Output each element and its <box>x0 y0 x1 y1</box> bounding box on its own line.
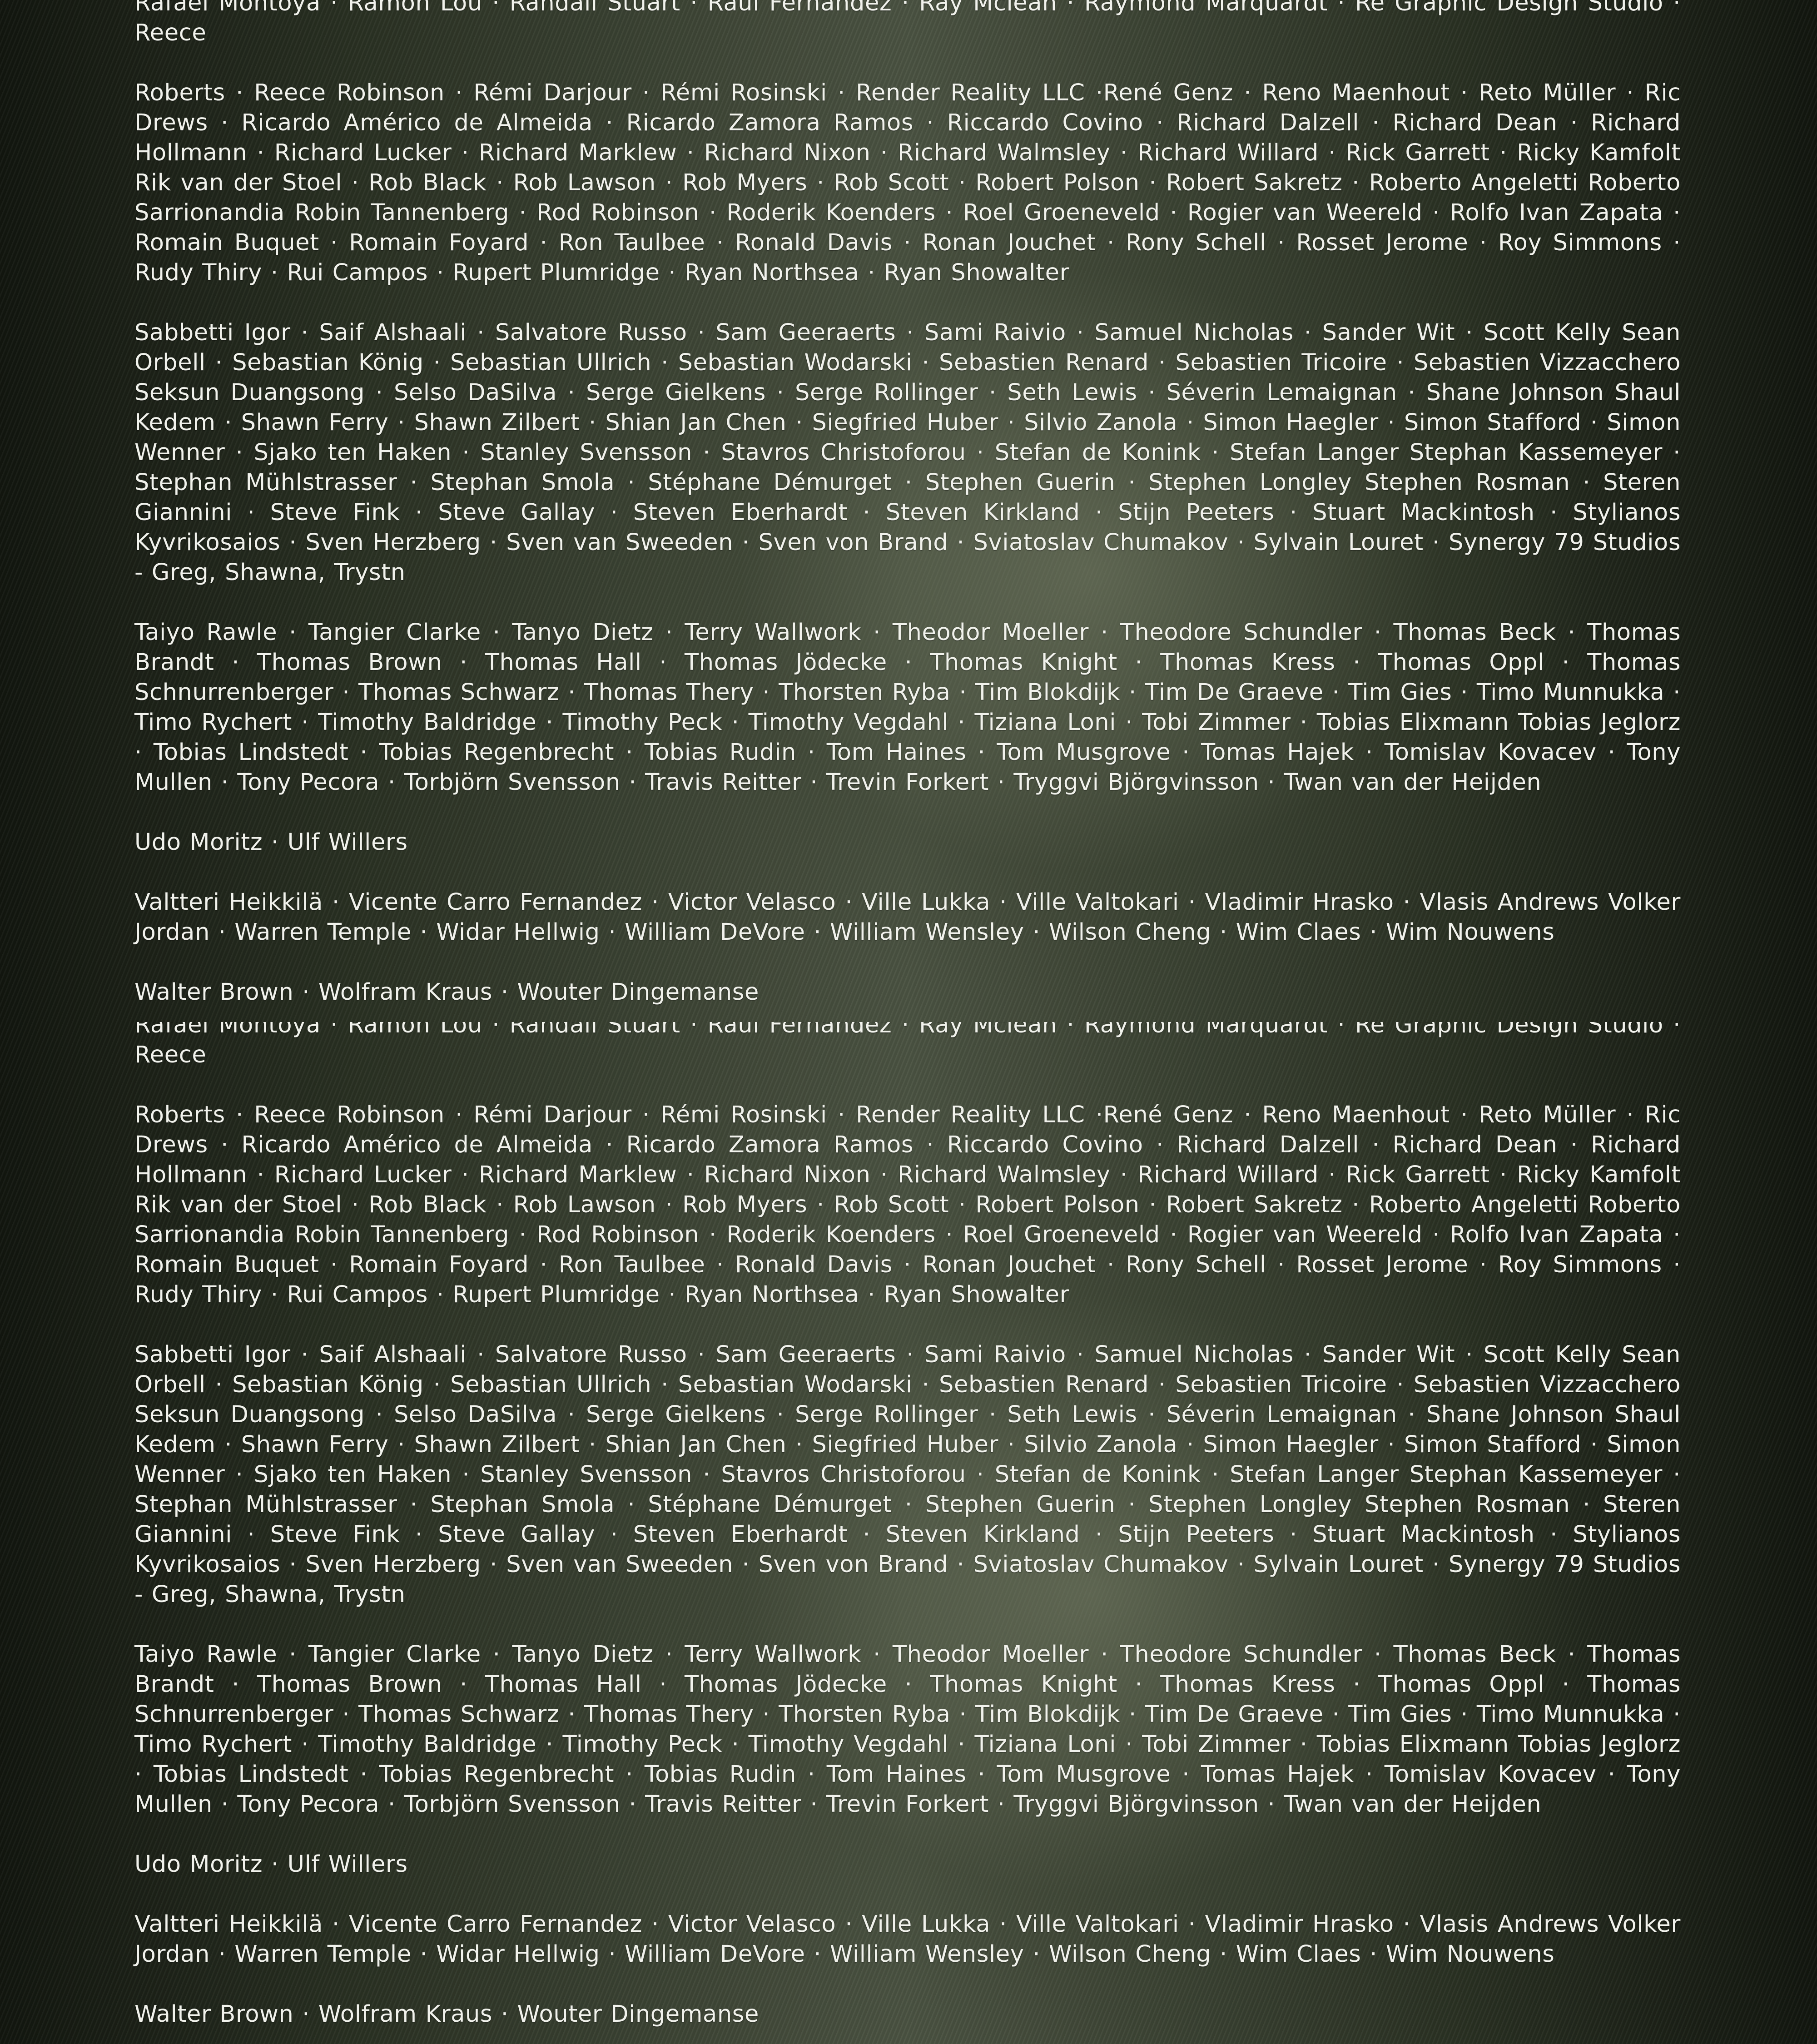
credits-section-u: Udo Moritz · Ulf Willers <box>134 828 1681 858</box>
credits-section-t: Taiyo Rawle · Tangier Clarke · Tanyo Dietz · Terry Wallwork · Theodor Moeller · Theodore Schundler · Thomas Beck · Thomas Brandt · Thomas Brown · Thomas Hall · Thomas Jödecke · Thomas Knight · Thomas Kress · Thomas Oppl · Thomas Schnurrenberger · Thomas Schwarz · Thomas Thery · Thorsten Ryba · Tim Blokdijk · Tim De Graeve · Tim Gies · Timo Munnukka · Timo Rychert · Timothy Baldridge · Timothy Peck · Timothy Vegdahl · Tiziana Loni · Tobi Zimmer · Tobias Elixmann Tobias Jeglorz · Tobias Lindstedt · Tobias Regenbrecht · Tobias Rudin · Tom Haines · Tom Musgrove · Tomas Hajek · Tomislav Kovacev · Tony Mullen · Tony Pecora · Torbjörn Svensson · Travis Reitter · Trevin Forkert · Tryggvi Björgvinsson · Twan van der Heijden <box>134 1640 1681 1820</box>
credits-section-w: Walter Brown · Wolfram Kraus · Wouter Dingemanse <box>134 1999 1681 2029</box>
credits-section-s: Sabbetti Igor · Saif Alshaali · Salvatore Russo · Sam Geeraerts · Sami Raivio · Samuel Nicholas · Sander Wit · Scott Kelly Sean Orbell · Sebastian König · Sebastian Ullrich · Sebastian Wodarski · Sebastien Renard · Sebastien Tricoire · Sebastien Vizzacchero Seksun Duangsong · Selso DaSilva · Serge Gielkens · Serge Rollinger · Seth Lewis · Séverin Lemaignan · Shane Johnson Shaul Kedem · Shawn Ferry · Shawn Zilbert · Shian Jan Chen · Siegfried Huber · Silvio Zanola · Simon Haegler · Simon Stafford · Simon Wenner · Sjako ten Haken · Stanley Svensson · Stavros Christoforou · Stefan de Konink · Stefan Langer Stephan Kassemeyer · Stephan Mühlstrasser · Stephan Smola · Stéphane Démurget · Stephen Guerin · Stephen Longley Stephen Rosman · Steren Giannini · Steve Fink · Steve Gallay · Steven Eberhardt · Steven Kirkland · Stijn Peeters · Stuart Mackintosh · Stylianos Kyvrikosaios · Sven Herzberg · Sven van Sweeden · Sven von Brand · Sviatoslav Chumakov · Sylvain Louret · Synergy 79 Studios - Greg, Shawna, Trystn <box>134 318 1681 588</box>
credits-partial-line: Rafael Montoya · Ramon Lou · Randall Stuart · Raul Fernandez · Ray Mclean · Raymond Marquardt · Ré Graphic Design Studio · Reece <box>134 0 1681 48</box>
credits-section-v: Valtteri Heikkilä · Vicente Carro Fernandez · Victor Velasco · Ville Lukka · Ville Valtokari · Vladimir Hrasko · Vlasis Andrews Volker Jordan · Warren Temple · Widar Hellwig · William DeVore · William Wensley · Wilson Cheng · Wim Claes · Wim Nouwens <box>134 888 1681 948</box>
credits-section-s: Sabbetti Igor · Saif Alshaali · Salvatore Russo · Sam Geeraerts · Sami Raivio · Samuel Nicholas · Sander Wit · Scott Kelly Sean Orbell · Sebastian König · Sebastian Ullrich · Sebastian Wodarski · Sebastien Renard · Sebastien Tricoire · Sebastien Vizzacchero Seksun Duangsong · Selso DaSilva · Serge Gielkens · Serge Rollinger · Seth Lewis · Séverin Lemaignan · Shane Johnson Shaul Kedem · Shawn Ferry · Shawn Zilbert · Shian Jan Chen · Siegfried Huber · Silvio Zanola · Simon Haegler · Simon Stafford · Simon Wenner · Sjako ten Haken · Stanley Svensson · Stavros Christoforou · Stefan de Konink · Stefan Langer Stephan Kassemeyer · Stephan Mühlstrasser · Stephan Smola · Stéphane Démurget · Stephen Guerin · Stephen Longley Stephen Rosman · Steren Giannini · Steve Fink · Steve Gallay · Steven Eberhardt · Steven Kirkland · Stijn Peeters · Stuart Mackintosh · Stylianos Kyvrikosaios · Sven Herzberg · Sven van Sweeden · Sven von Brand · Sviatoslav Chumakov · Sylvain Louret · Synergy 79 Studios - Greg, Shawna, Trystn <box>134 1340 1681 1610</box>
credits-section-w: Walter Brown · Wolfram Kraus · Wouter Dingemanse <box>134 977 1681 1007</box>
credits-section-t: Taiyo Rawle · Tangier Clarke · Tanyo Dietz · Terry Wallwork · Theodor Moeller · Theodore Schundler · Thomas Beck · Thomas Brandt · Thomas Brown · Thomas Hall · Thomas Jödecke · Thomas Knight · Thomas Kress · Thomas Oppl · Thomas Schnurrenberger · Thomas Schwarz · Thomas Thery · Thorsten Ryba · Tim Blokdijk · Tim De Graeve · Tim Gies · Timo Munnukka · Timo Rychert · Timothy Baldridge · Timothy Peck · Timothy Vegdahl · Tiziana Loni · Tobi Zimmer · Tobias Elixmann Tobias Jeglorz · Tobias Lindstedt · Tobias Regenbrecht · Tobias Rudin · Tom Haines · Tom Musgrove · Tomas Hajek · Tomislav Kovacev · Tony Mullen · Tony Pecora · Torbjörn Svensson · Travis Reitter · Trevin Forkert · Tryggvi Björgvinsson · Twan van der Heijden <box>134 618 1681 798</box>
credits-section-r: Roberts · Reece Robinson · Rémi Darjour · Rémi Rosinski · Render Reality LLC ·René Genz · Reno Maenhout · Reto Müller · Ric Drews · Ricardo Américo de Almeida · Ricardo Zamora Ramos · Riccardo Covino · Richard Dalzell · Richard Dean · Richard Hollmann · Richard Lucker · Richard Marklew · Richard Nixon · Richard Walmsley · Richard Willard · Rick Garrett · Ricky Kamfolt Rik van der Stoel · Rob Black · Rob Lawson · Rob Myers · Rob Scott · Robert Polson · Robert Sakretz · Roberto Angeletti Roberto Sarrionandia Robin Tannenberg · Rod Robinson · Roderik Koenders · Roel Groeneveld · Rogier van Weereld · Rolfo Ivan Zapata · Romain Buquet · Romain Foyard · Ron Taulbee · Ronald Davis · Ronan Jouchet · Rony Schell · Rosset Jerome · Roy Simmons · Rudy Thiry · Rui Campos · Rupert Plumridge · Ryan Northsea · Ryan Showalter <box>134 1100 1681 1310</box>
credits-section-u: Udo Moritz · Ulf Willers <box>134 1850 1681 1880</box>
credits-section-r: Roberts · Reece Robinson · Rémi Darjour · Rémi Rosinski · Render Reality LLC ·René Genz · Reno Maenhout · Reto Müller · Ric Drews · Ricardo Américo de Almeida · Ricardo Zamora Ramos · Riccardo Covino · Richard Dalzell · Richard Dean · Richard Hollmann · Richard Lucker · Richard Marklew · Richard Nixon · Richard Walmsley · Richard Willard · Rick Garrett · Ricky Kamfolt Rik van der Stoel · Rob Black · Rob Lawson · Rob Myers · Rob Scott · Robert Polson · Robert Sakretz · Roberto Angeletti Roberto Sarrionandia Robin Tannenberg · Rod Robinson · Roderik Koenders · Roel Groeneveld · Rogier van Weereld · Rolfo Ivan Zapata · Romain Buquet · Romain Foyard · Ron Taulbee · Ronald Davis · Ronan Jouchet · Rony Schell · Rosset Jerome · Roy Simmons · Rudy Thiry · Rui Campos · Rupert Plumridge · Ryan Northsea · Ryan Showalter <box>134 78 1681 288</box>
credits-partial-line: Rafael Montoya · Ramon Lou · Randall Stuart · Raul Fernandez · Ray Mclean · Raymond Marquardt · Ré Graphic Design Studio · Reece <box>134 1022 1681 1070</box>
credits-section-v: Valtteri Heikkilä · Vicente Carro Fernandez · Victor Velasco · Ville Lukka · Ville Valtokari · Vladimir Hrasko · Vlasis Andrews Volker Jordan · Warren Temple · Widar Hellwig · William DeVore · William Wensley · Wilson Cheng · Wim Claes · Wim Nouwens <box>134 1910 1681 1970</box>
